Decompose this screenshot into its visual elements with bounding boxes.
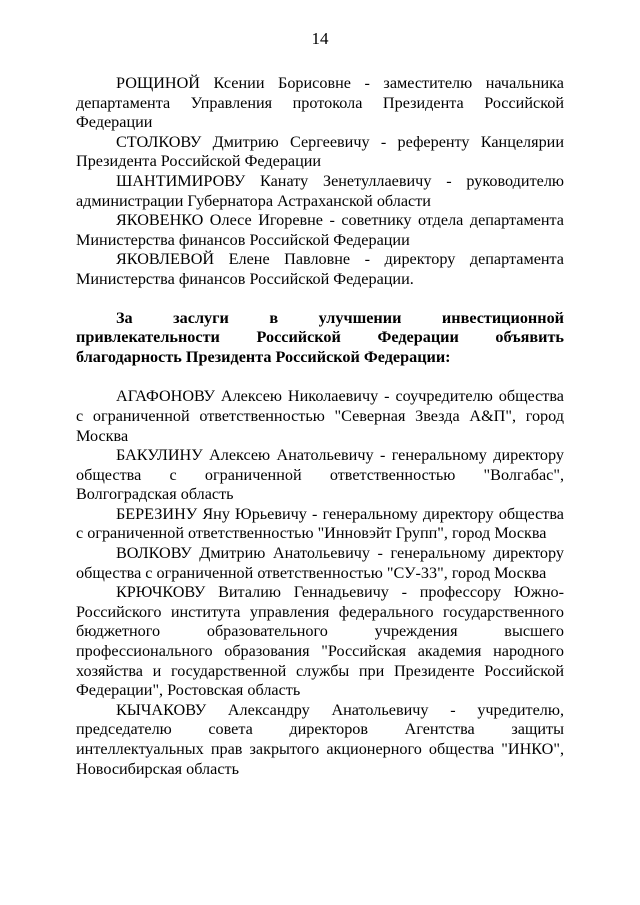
award-entry-kryuchkov: КРЮЧКОВУ Виталию Геннадьевичу - профессору Южно-Российского института управления федерального государственного бюджетного образовательного учреждения высшего профессионального образования "Российская академия народного хозяйства и государственной службы при Президенте Российской Федерации", Ростовская область xyxy=(76,583,564,700)
award-entry-yakovenko: ЯКОВЕНКО Олесе Игоревне - советнику отдела департамента Министерства финансов Российской Федерации xyxy=(76,211,564,249)
award-entry-stolkov: СТОЛКОВУ Дмитрию Сергеевичу - референту Канцелярии Президента Российской Федерации xyxy=(76,132,564,171)
section-gap xyxy=(76,290,564,309)
award-entry-berezin: БЕРЕЗИНУ Яну Юрьевичу - генеральному директору общества с ограниченной ответственностью "Инновэйт Групп", город Москва xyxy=(76,504,564,543)
section-gap xyxy=(76,367,564,387)
document-body xyxy=(76,74,564,779)
award-entry-volkov: ВОЛКОВУ Дмитрию Анатольевичу - генеральному директору общества с ограниченной ответственностью "СУ-33", город Москва xyxy=(76,544,564,582)
award-entry-yakovleva: ЯКОВЛЕВОЙ Елене Павловне - директору департамента Министерства финансов Российской Федерации. xyxy=(76,250,564,288)
award-entry-agafonov: АГАФОНОВУ Алексею Николаевичу - соучредителю общества с ограниченной ответственностью "Северная Звезда А&П", город Москва xyxy=(76,387,564,445)
award-entry-bakulin: БАКУЛИНУ Алексею Анатольевичу - генеральному директору общества с ограниченной ответственностью "Волгабас", Волгоградская область xyxy=(76,446,564,504)
page-number: 14 xyxy=(311,29,329,48)
award-entry-roshchina: РОЩИНОЙ Ксении Борисовне - заместителю начальника департамента Управления протокола Президента Российской Федерации xyxy=(76,74,564,132)
award-entry-shantimirov: ШАНТИМИРОВУ Канату Зенетуллаевичу - руководителю администрации Губернатора Астраханской области xyxy=(76,171,564,210)
section-heading: За заслуги в улучшении инвестиционной привлекательности Российской Федерации объявить благодарность Президента Российской Федерации: xyxy=(76,308,564,366)
award-entry-kychakov: КЫЧАКОВУ Александру Анатольевичу - учредителю, председателю совета директоров Агентства защиты интеллектуальных прав закрытого акционерного общества "ИНКО", Новосибирская область xyxy=(76,700,564,778)
